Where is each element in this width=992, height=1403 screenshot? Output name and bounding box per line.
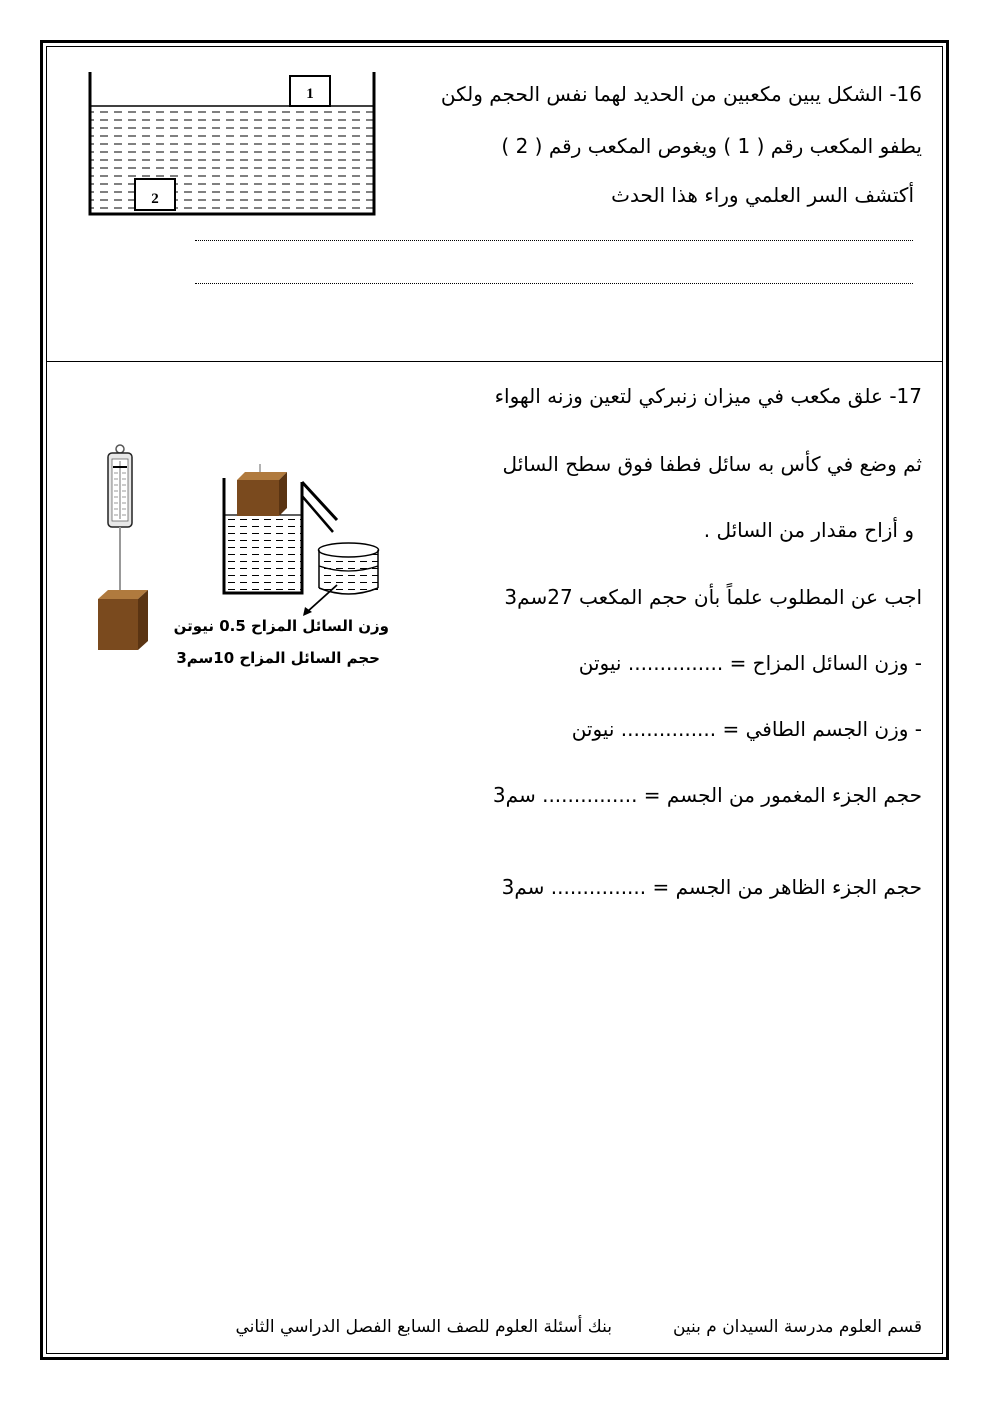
answer-line-1 [195, 240, 913, 241]
q17-line-3: و أزاح مقدار من السائل . [703, 518, 914, 542]
footer-school: قسم العلوم مدرسة السيدان م بنين [672, 1317, 922, 1337]
answer-line-2 [195, 283, 913, 284]
q16-line-1: 16- الشكل يبين مكعبين من الحديد لهما نفس الحجم ولكن [440, 82, 922, 106]
figure-caption-weight: وزن السائل المزاح 0.5 نيوتن [173, 617, 389, 635]
spring-balance-figure [90, 443, 160, 658]
q17-item-1: - وزن السائل المزاح = ............... نيوتن [578, 651, 922, 675]
spout-lower [302, 496, 333, 532]
figure-caption-volume: حجم السائل المزاح 10سم3 [176, 649, 380, 667]
spring-balance-icon [108, 445, 132, 527]
hanging-cube [98, 590, 148, 650]
page-border-inner [46, 46, 943, 1354]
footer-title: بنك أسئلة العلوم للصف السابع الفصل الدراسي الثاني [235, 1317, 612, 1337]
q17-item-3: حجم الجزء المغمور من الجسم = ............... سم3 [492, 783, 922, 807]
floating-cube [237, 472, 287, 516]
q17-line-4: اجب عن المطلوب علماً بأن حجم المكعب 27سم3 [504, 585, 922, 609]
cube-2-label: 2 [151, 191, 159, 207]
q17-line-1: 17- علق مكعب في ميزان زنبركي لتعين وزنه الهواء [494, 384, 922, 408]
overflow-can-figure [215, 460, 390, 620]
q17-item-2: - وزن الجسم الطافي = ............... نيوتن [571, 717, 922, 741]
q17-line-2: ثم وضع في كأس به سائل فطفا فوق سطح السائل [502, 452, 922, 476]
floating-cube-1 [290, 76, 330, 106]
tank-water [91, 106, 373, 214]
q16-line-2: يطفو المكعب رقم ( 1 ) ويغوص المكعب رقم ( 2 ) [501, 134, 922, 158]
can-water [225, 515, 301, 593]
q17-item-4: حجم الجزء الظاهر من الجسم = ............... سم3 [501, 875, 922, 899]
catch-cup [319, 543, 379, 594]
section-divider [46, 361, 943, 362]
tank-figure [85, 68, 380, 220]
cube-1-label: 1 [306, 86, 314, 102]
sunken-cube-2 [135, 179, 175, 210]
q16-line-3: أكتشف السر العلمي وراء هذا الحدث [611, 183, 914, 207]
